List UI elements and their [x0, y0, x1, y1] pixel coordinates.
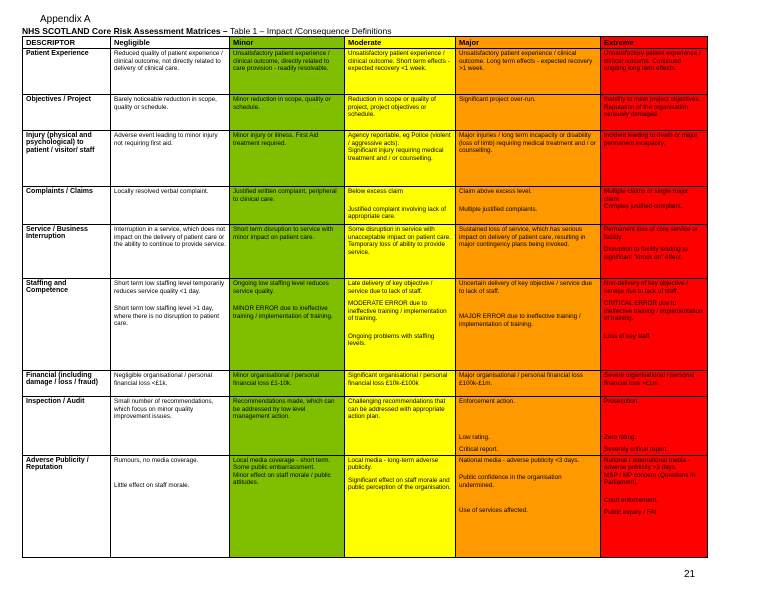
cell-text: Significant effect on staff morale and public perception of the organisation. — [348, 476, 451, 492]
header-negligible: Negligible — [111, 37, 230, 49]
cell-text: Small number of recommendations, which focus on minor quality improvement issues. — [114, 398, 214, 421]
cell-text: Inability to meet project objectives. Reputation of the organisation seriously damaged. — [604, 96, 701, 119]
major-cell — [456, 371, 601, 397]
cell-text: Rumours, no media coverage. — [114, 456, 199, 464]
major-cell — [456, 397, 601, 456]
minor-cell — [230, 49, 345, 95]
cell-text: Multiple justified complaints. — [459, 205, 538, 213]
extreme-cell — [601, 455, 708, 557]
major-cell — [456, 49, 601, 95]
extreme-cell — [601, 131, 708, 187]
descriptor-cell: Patient Experience — [23, 49, 111, 95]
header-major: Major — [456, 37, 601, 49]
cell-text: Challenging recommendations that can be addressed with appropriate action plan. — [348, 398, 446, 421]
extreme-cell — [601, 371, 708, 397]
descriptor-cell: Adverse Publicity / Reputation — [23, 455, 111, 557]
cell-text: National / International media - adverse publicity >3 days. — [604, 456, 690, 472]
table-row — [23, 279, 708, 371]
cell-text: Severe organisational / personal financial loss >£1m. — [604, 372, 695, 387]
cell-text: Enforcement action. — [459, 398, 516, 405]
cell-text: Some disruption in service with unacceptable impact on patient care. — [348, 226, 451, 241]
cell-text: Short term disruption to service with minor impact on patient care. — [233, 226, 334, 241]
descriptor-cell: Objectives / Project — [23, 95, 111, 131]
minor-cell — [230, 397, 345, 456]
table-row — [23, 455, 708, 557]
cell-text: MODERATE ERROR due to ineffective training / implementation of training. — [348, 300, 447, 323]
cell-text: Claim above excess level. — [459, 188, 532, 195]
cell-text: Locally resolved verbal complaint. — [114, 188, 209, 195]
cell-text: Reduced quality of patient experience / clinical outcome, not directly related to delivery of clinical care. — [114, 50, 223, 73]
major-cell — [456, 279, 601, 371]
header-extreme: Extreme — [601, 37, 708, 49]
minor-cell — [230, 187, 345, 225]
header-descriptor: DESCRIPTOR — [23, 37, 111, 49]
moderate-cell — [345, 95, 456, 131]
cell-text: Minor effect on staff morale / public attitudes. — [233, 471, 331, 487]
cell-text: Justified written complaint, peripheral to clinical care. — [233, 188, 337, 203]
moderate-cell — [345, 225, 456, 279]
cell-text: Loss of key staff. — [604, 332, 652, 340]
cell-text: Justified complaint involving lack of appropriate care. — [348, 205, 446, 221]
descriptor-cell: Staffing and Competence — [23, 279, 111, 371]
moderate-cell — [345, 371, 456, 397]
cell-text: Unsatisfactory patient experience / clinical outcome. Long term effects - expected recovery >1 week. — [459, 50, 593, 73]
table-row — [23, 371, 708, 397]
minor-cell — [230, 131, 345, 187]
moderate-cell — [345, 279, 456, 371]
page-number: 21 — [684, 569, 696, 580]
minor-cell — [230, 95, 345, 131]
negligible-cell — [111, 225, 230, 279]
major-cell — [456, 455, 601, 557]
cell-text: Barely noticeable reduction in scope, quality or schedule. — [114, 96, 217, 111]
extreme-cell — [601, 279, 708, 371]
cell-text: Recommendations made, which can be addressed by low level management action. — [233, 398, 335, 421]
descriptor-cell: Service / Business Interruption — [23, 225, 111, 279]
negligible-cell — [111, 455, 230, 557]
minor-cell — [230, 225, 345, 279]
cell-text: Incident leading to death or major permanent incapacity. — [604, 132, 698, 147]
document-title — [22, 26, 391, 36]
cell-text: MAJOR ERROR due to ineffective training / implementation of training. — [459, 313, 581, 328]
cell-text: Significant project over-run. — [459, 96, 536, 103]
cell-text: Complex justified complaint. — [604, 203, 683, 211]
minor-cell — [230, 279, 345, 371]
table-row — [23, 187, 708, 225]
negligible-cell — [111, 397, 230, 456]
moderate-cell — [345, 455, 456, 557]
cell-text: Adverse event leading to minor injury not requiring first aid. — [114, 132, 218, 147]
cell-text: Court enforcement. — [604, 496, 658, 504]
cell-text: Unsatisfactory patient experience / clinical outcome, directly related to care provision - readily resolvable. — [233, 50, 330, 73]
cell-text: Low rating. — [459, 433, 490, 441]
cell-text: Significant injury requiring medical treatment and / or counselling. — [348, 147, 444, 162]
cell-text: Non-delivery of key objective / service due to lack of staff. — [604, 280, 688, 295]
cell-text: Uncertain delivery of key objective / service due to lack of staff. — [459, 280, 592, 295]
header-minor: Minor — [230, 37, 345, 49]
moderate-cell — [345, 49, 456, 95]
cell-text: Major organisational / personal financial loss £100k-£1m. — [459, 372, 583, 387]
major-cell — [456, 95, 601, 131]
cell-text: Minor organisational / personal financial loss £1-10k. — [233, 372, 320, 387]
descriptor-cell: Injury (physical and psychological) to patient / visitor/ staff — [23, 131, 111, 187]
major-cell — [456, 225, 601, 279]
cell-text: Minor reduction in scope, quality or schedule. — [233, 96, 331, 111]
header-moderate: Moderate — [345, 37, 456, 49]
minor-cell — [230, 455, 345, 557]
cell-text: Critical report. — [459, 446, 499, 454]
moderate-cell — [345, 187, 456, 225]
cell-text: Unsatisfactory patient experience / clinical outcome. Continued ongoing long term effects. — [604, 50, 701, 73]
table-row — [23, 397, 708, 456]
cell-text: Short term low staffing level >1 day, where there is no disruption to patient care. — [114, 305, 220, 328]
cell-text: Use of services affected. — [459, 507, 528, 515]
cell-text: Minor injury or illness. First Aid treatment required. — [233, 132, 319, 147]
title-bold: NHS SCOTLAND Core Risk Assessment Matrices – — [22, 26, 228, 36]
title-rest: Table 1 – Impact /Consequence Definitions — [227, 26, 392, 36]
cell-text: Multiple claims or single major claim. — [604, 188, 689, 203]
descriptor-cell: Inspection / Audit — [23, 397, 111, 456]
cell-text: Temporary loss of ability to provide service. — [348, 241, 445, 256]
cell-text: Disruption to facility leading to significant "knock on" effect. — [604, 246, 688, 261]
header-row — [23, 37, 708, 49]
major-cell — [456, 187, 601, 225]
negligible-cell — [111, 187, 230, 225]
cell-text: Short term low staffing level temporarily reduces service quality <1 day. — [114, 280, 225, 295]
cell-text: Severely critical report. — [604, 446, 669, 454]
cell-text: Below excess claim — [348, 188, 403, 195]
cell-text: MSP / MP concern (Questions in Parliament). — [604, 471, 696, 487]
cell-text: CRITICAL ERROR due to ineffective training / implementation of training. — [604, 300, 703, 323]
negligible-cell — [111, 279, 230, 371]
negligible-cell — [111, 131, 230, 187]
cell-text: Local media coverage - short term. Some public embarrassment. — [233, 456, 331, 472]
cell-text: Public confidence in the organisation undermined. — [459, 474, 562, 489]
table-row — [23, 49, 708, 95]
cell-text: Negligible organisational / personal financial loss <£1k. — [114, 372, 213, 387]
cell-text: Significant organisational / personal financial loss £10k-£100k — [348, 372, 448, 387]
extreme-cell — [601, 187, 708, 225]
impact-matrix-table — [22, 36, 708, 558]
cell-text: Permanent loss of core service or facility. — [604, 226, 698, 241]
table-row — [23, 225, 708, 279]
table-row — [23, 95, 708, 131]
major-cell — [456, 131, 601, 187]
extreme-cell — [601, 95, 708, 131]
appendix-label: Appendix A — [40, 14, 91, 25]
negligible-cell — [111, 95, 230, 131]
cell-text: Ongoing problems with staffing levels. — [348, 332, 435, 348]
cell-text: Interruption in a service, which does not impact on the delivery of patient care or the ability to continue to provide service. — [114, 226, 227, 249]
cell-text: National media - adverse publicity <3 days. — [459, 456, 580, 464]
descriptor-cell: Complaints / Claims — [23, 187, 111, 225]
negligible-cell — [111, 49, 230, 95]
cell-text: Prosecution. — [604, 398, 640, 405]
cell-text: Public inquiry / FAI — [604, 509, 657, 517]
cell-text: Little effect on staff morale. — [114, 482, 190, 490]
cell-text: Zero rating. — [604, 433, 637, 441]
cell-text: Agency reportable, eg Police (violent / aggressive acts). — [348, 132, 451, 147]
extreme-cell — [601, 225, 708, 279]
moderate-cell — [345, 131, 456, 187]
cell-text: Late delivery of key objective / service due to lack of staff. — [348, 280, 433, 295]
cell-text: Major injuries / long term incapacity or disability (loss of limb) requiring medical treatment and / or counselling. — [459, 132, 596, 155]
extreme-cell — [601, 397, 708, 456]
moderate-cell — [345, 397, 456, 456]
cell-text: Ongoing low staffing level reduces service quality. — [233, 280, 329, 295]
table-row — [23, 131, 708, 187]
cell-text: Reduction in scope or quality of project, project objectives or schedule. — [348, 96, 436, 119]
cell-text: Local media - long-term adverse publicity. — [348, 456, 439, 472]
cell-text: Sustained loss of service, which has serious impact on delivery of patient care, resulting in major contingency plans being invoked. — [459, 226, 586, 249]
cell-text: Unsatisfactory patient experience / clinical outcome. Short term effects - expected recovery <1 week. — [348, 50, 450, 73]
minor-cell — [230, 371, 345, 397]
negligible-cell — [111, 371, 230, 397]
extreme-cell — [601, 49, 708, 95]
descriptor-cell: Financial (including damage / loss / fraud) — [23, 371, 111, 397]
cell-text: MINOR ERROR due to ineffective training / implementation of training. — [233, 305, 333, 320]
